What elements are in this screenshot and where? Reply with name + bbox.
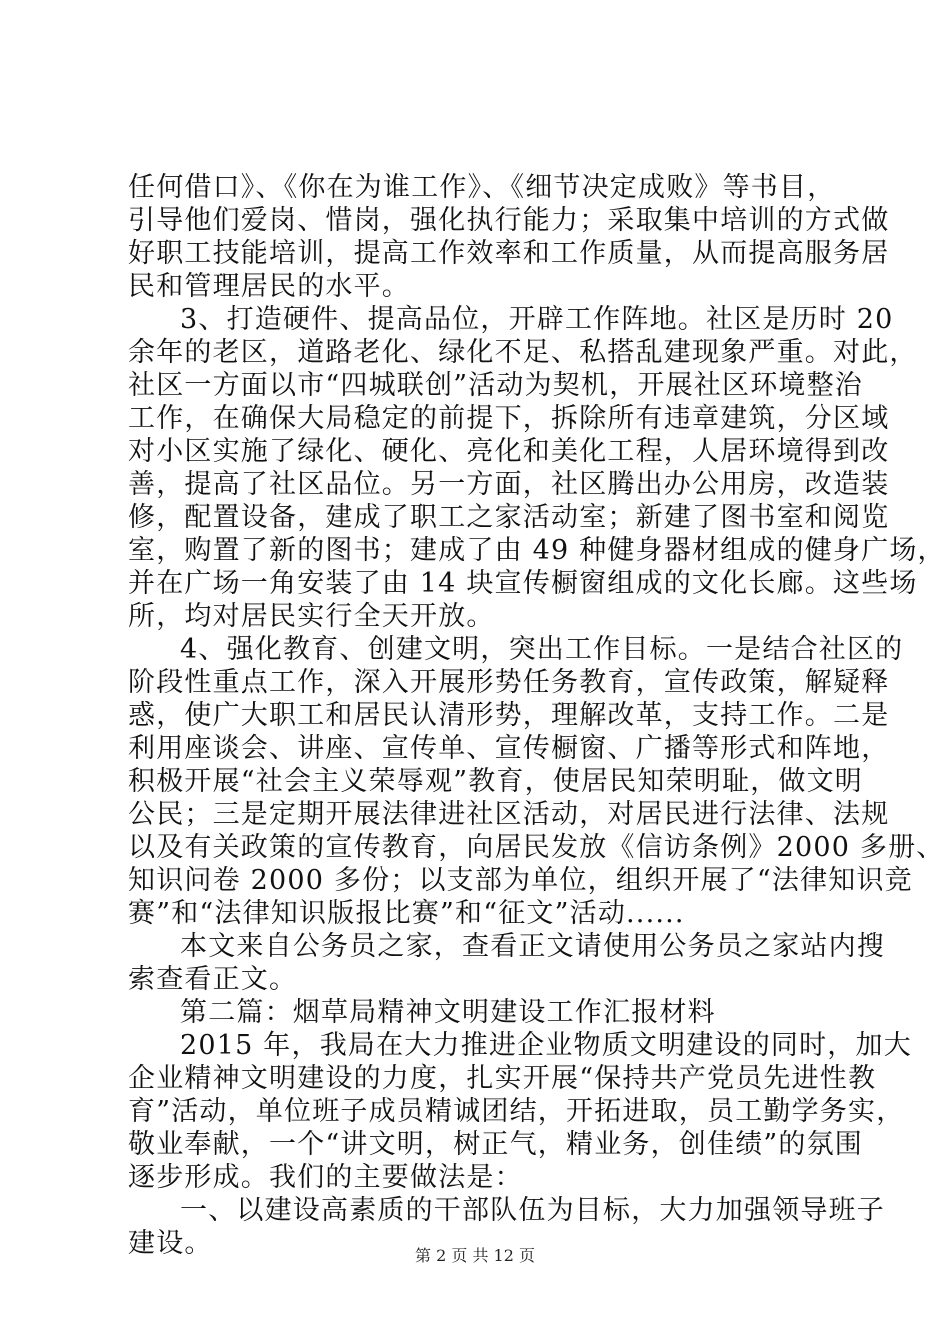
text-line: 引导他们爱岗、惜岗，强化执行能力；采取集中培训的方式做 — [128, 205, 890, 236]
text-line: 敬业奉献，一个“讲文明，树正气，精业务，创佳绩”的氛围 — [128, 1129, 864, 1160]
text-line: 工作，在确保大局稳定的前提下，拆除所有违章建筑，分区域 — [128, 403, 890, 434]
text-line: 3、打造硬件、提高品位，开辟工作阵地。社区是历时 20 — [180, 304, 894, 335]
text-line: 知识问卷 2000 多份；以支部为单位，组织开展了“法律知识竞 — [128, 865, 913, 896]
text-line: 室，购置了新的图书；建成了由 49 种健身器材组成的健身广场， — [128, 535, 946, 566]
section-heading: 第二篇：烟草局精神文明建设工作汇报材料 — [180, 997, 716, 1028]
text-line: 逐步形成。我们的主要做法是： — [128, 1162, 523, 1193]
text-line: 惑，使广大职工和居民认清形势，理解改革，支持工作。二是 — [128, 700, 890, 731]
text-line: 所，均对居民实行全天开放。 — [128, 601, 495, 632]
text-line: 阶段性重点工作，深入开展形势任务教育，宣传政策，解疑释 — [128, 667, 890, 698]
text-line: 善，提高了社区品位。另一方面，社区腾出办公用房，改造装 — [128, 469, 890, 500]
page-number-footer: 第 2 页 共 12 页 — [415, 1246, 535, 1265]
text-line: 民和管理居民的水平。 — [128, 271, 410, 302]
text-line: 利用座谈会、讲座、宣传单、宣传橱窗、广播等形式和阵地， — [128, 733, 890, 764]
text-line: 修，配置设备，建成了职工之家活动室；新建了图书室和阅览 — [128, 502, 890, 533]
text-line: 积极开展“社会主义荣辱观”教育，使居民知荣明耻，做文明 — [128, 766, 864, 797]
text-line: 赛”和“法律知识版报比赛”和“征文”活动...... — [128, 898, 685, 929]
text-line: 公民；三是定期开展法律进社区活动，对居民进行法律、法规 — [128, 799, 890, 830]
text-line: 索查看正文。 — [128, 964, 298, 995]
text-line: 任何借口》、《你在为谁工作》、《细节决定成败》等书目， — [128, 172, 836, 203]
text-line: 建设。 — [128, 1228, 213, 1259]
text-line: 2015 年，我局在大力推进企业物质文明建设的同时，加大 — [180, 1030, 912, 1061]
text-line: 社区一方面以市“四城联创”活动为契机，开展社区环境整治 — [128, 370, 864, 401]
text-line: 企业精神文明建设的力度，扎实开展“保持共产党员先进性教 — [128, 1063, 877, 1094]
text-line: 4、强化教育、创建文明，突出工作目标。一是结合社区的 — [180, 634, 904, 665]
text-line: 本文来自公务员之家，查看正文请使用公务员之家站内搜 — [180, 931, 885, 962]
text-line: 并在广场一角安装了由 14 块宣传橱窗组成的文化长廊。这些场 — [128, 568, 918, 599]
text-line: 以及有关政策的宣传教育，向居民发放《信访条例》2000 多册、 — [128, 832, 945, 863]
text-line: 余年的老区，道路老化、绿化不足、私搭乱建现象严重。对此， — [128, 337, 918, 368]
text-line: 好职工技能培训，提高工作效率和工作质量，从而提高服务居 — [128, 238, 890, 269]
text-line: 一、以建设高素质的干部队伍为目标，大力加强领导班子 — [180, 1195, 885, 1226]
text-line: 对小区实施了绿化、硬化、亮化和美化工程，人居环境得到改 — [128, 436, 890, 467]
text-line: 育”活动，单位班子成员精诚团结，开拓进取，员工勤学务实， — [128, 1096, 905, 1127]
